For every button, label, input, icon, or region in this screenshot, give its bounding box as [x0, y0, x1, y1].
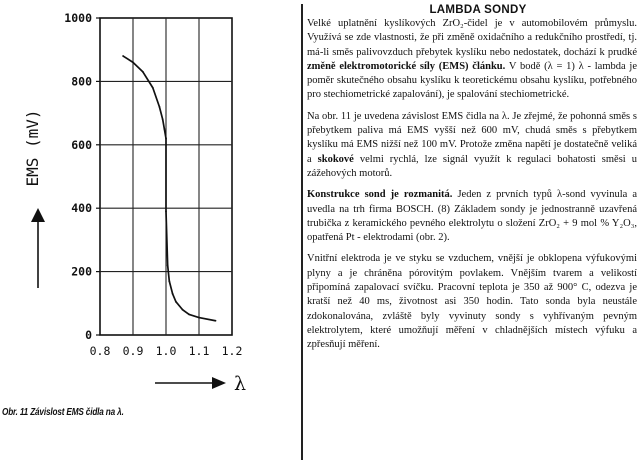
data-point — [175, 301, 177, 303]
data-point — [132, 61, 134, 63]
ems-lambda-figure — [0, 0, 300, 462]
y-tick-label: 0 — [85, 328, 92, 342]
data-point — [152, 87, 154, 89]
data-point — [198, 317, 200, 319]
paragraph-1-emphasis: změně elektromotorické síly (EMS) článku. — [307, 60, 506, 72]
data-point — [167, 264, 169, 266]
paragraph-2 — [307, 110, 637, 181]
x-axis-arrow-head — [212, 377, 226, 389]
y-axis-label: EMS (mV) — [23, 109, 42, 187]
data-point — [163, 128, 165, 130]
paragraph-1-text-end: V bodě (λ = 1) λ - lambda je poměr skutečného obsahu kyslíku k teoretickému obsahu kyslíku, potřebného pro stechiometrické zapalování), je spalování stechiometrické. — [307, 60, 637, 101]
y-tick-label: 800 — [71, 74, 92, 89]
paragraph-3-text-end: Jeden z prvních typů λ-sond vyvinula a uvedla na trh firma BOSCH. (8) Základem sondy je jednostranně uzavřená trubička z keramického pevného elektrolytu o složení ZrO₂ + 9 mol % Y₂O₃, opatřená Pt - elektrodami (obr. 2). — [307, 189, 637, 244]
x-tick-label: 1.0 — [155, 344, 177, 358]
article — [307, 4, 637, 460]
data-point — [142, 71, 144, 73]
data-point — [159, 106, 161, 108]
y-tick-label: 1000 — [64, 11, 92, 25]
data-point — [122, 55, 124, 57]
data-point — [215, 320, 217, 322]
x-axis-label: λ — [234, 373, 247, 395]
article-title: LAMBDA SONDY — [429, 4, 527, 16]
y-tick-label: 600 — [71, 137, 92, 152]
paragraph-2-emphasis: skokové — [317, 153, 354, 165]
data-point — [168, 280, 170, 282]
ems-lambda-chart — [0, 0, 300, 400]
data-point — [165, 138, 167, 140]
paragraph-4-text: Vnitřní elektroda je ve styku se vzduchem, vnější je obklopena výfukovými plyny a je chráněna pórovitým povlakem. Vnějším tvarem a velikostí připomíná zapalovací svíčku. Pracovní teplota je 350 až 900° C, odezva je kratší než 40 ms, životnost asi 350 hodin. Tato sonda byla neustále zdokonalována, zvláště byly vyvinuty sondy s vyhřívaným pevným elektrolytem, které umožňují měření v chladnějších místech výfuku a zpřesňují měření. — [307, 253, 637, 351]
y-tick-label: 400 — [71, 201, 92, 216]
figure-caption: Obr. 11 Závislost EMS čidla na λ. — [2, 406, 124, 418]
paragraph-2-text-end: velmi rychlá, lze signál využít k regulaci bohatosti směsi u zážehových motorů. — [307, 153, 637, 179]
x-tick-label: 0.8 — [89, 344, 111, 358]
paragraph-1 — [307, 17, 637, 103]
column-divider — [301, 4, 303, 460]
x-tick-label: 0.9 — [122, 344, 144, 358]
data-point — [162, 119, 164, 121]
paragraph-3-emphasis: Konstrukce sond je rozmanitá. — [307, 189, 453, 201]
y-axis-arrow-head — [31, 208, 45, 222]
data-point — [188, 313, 190, 315]
data-point — [165, 210, 167, 212]
data-point — [182, 309, 184, 311]
data-point — [172, 293, 174, 295]
x-tick-label: 1.1 — [188, 344, 210, 358]
paragraph-3 — [307, 188, 637, 245]
paragraph-2-text: Na obr. 11 je uvedena závislost EMS čidla na λ. Je zřejmé, že pohonná směs s přebytkem paliva má EMS vyšší než 600 mV, chudá směs s přebytkem kyslíku má EMS nižší než 100 mV. Protože změna napětí je dostatečně veliká a — [307, 110, 637, 165]
y-tick-label: 200 — [71, 264, 92, 279]
x-tick-label: 1.2 — [221, 344, 243, 358]
paragraph-1-text: Velké uplatnění kyslíkových ZrO₂-čidel je v automobilovém průmyslu. Využívá se zde vlastnosti, že při změně oxidačního a redukčního prostředí, tj. má-li směs palivovzduch přebytek kyslíku nebo nedostatek, dochází k prudké — [307, 18, 637, 58]
paragraph-4 — [307, 252, 637, 352]
